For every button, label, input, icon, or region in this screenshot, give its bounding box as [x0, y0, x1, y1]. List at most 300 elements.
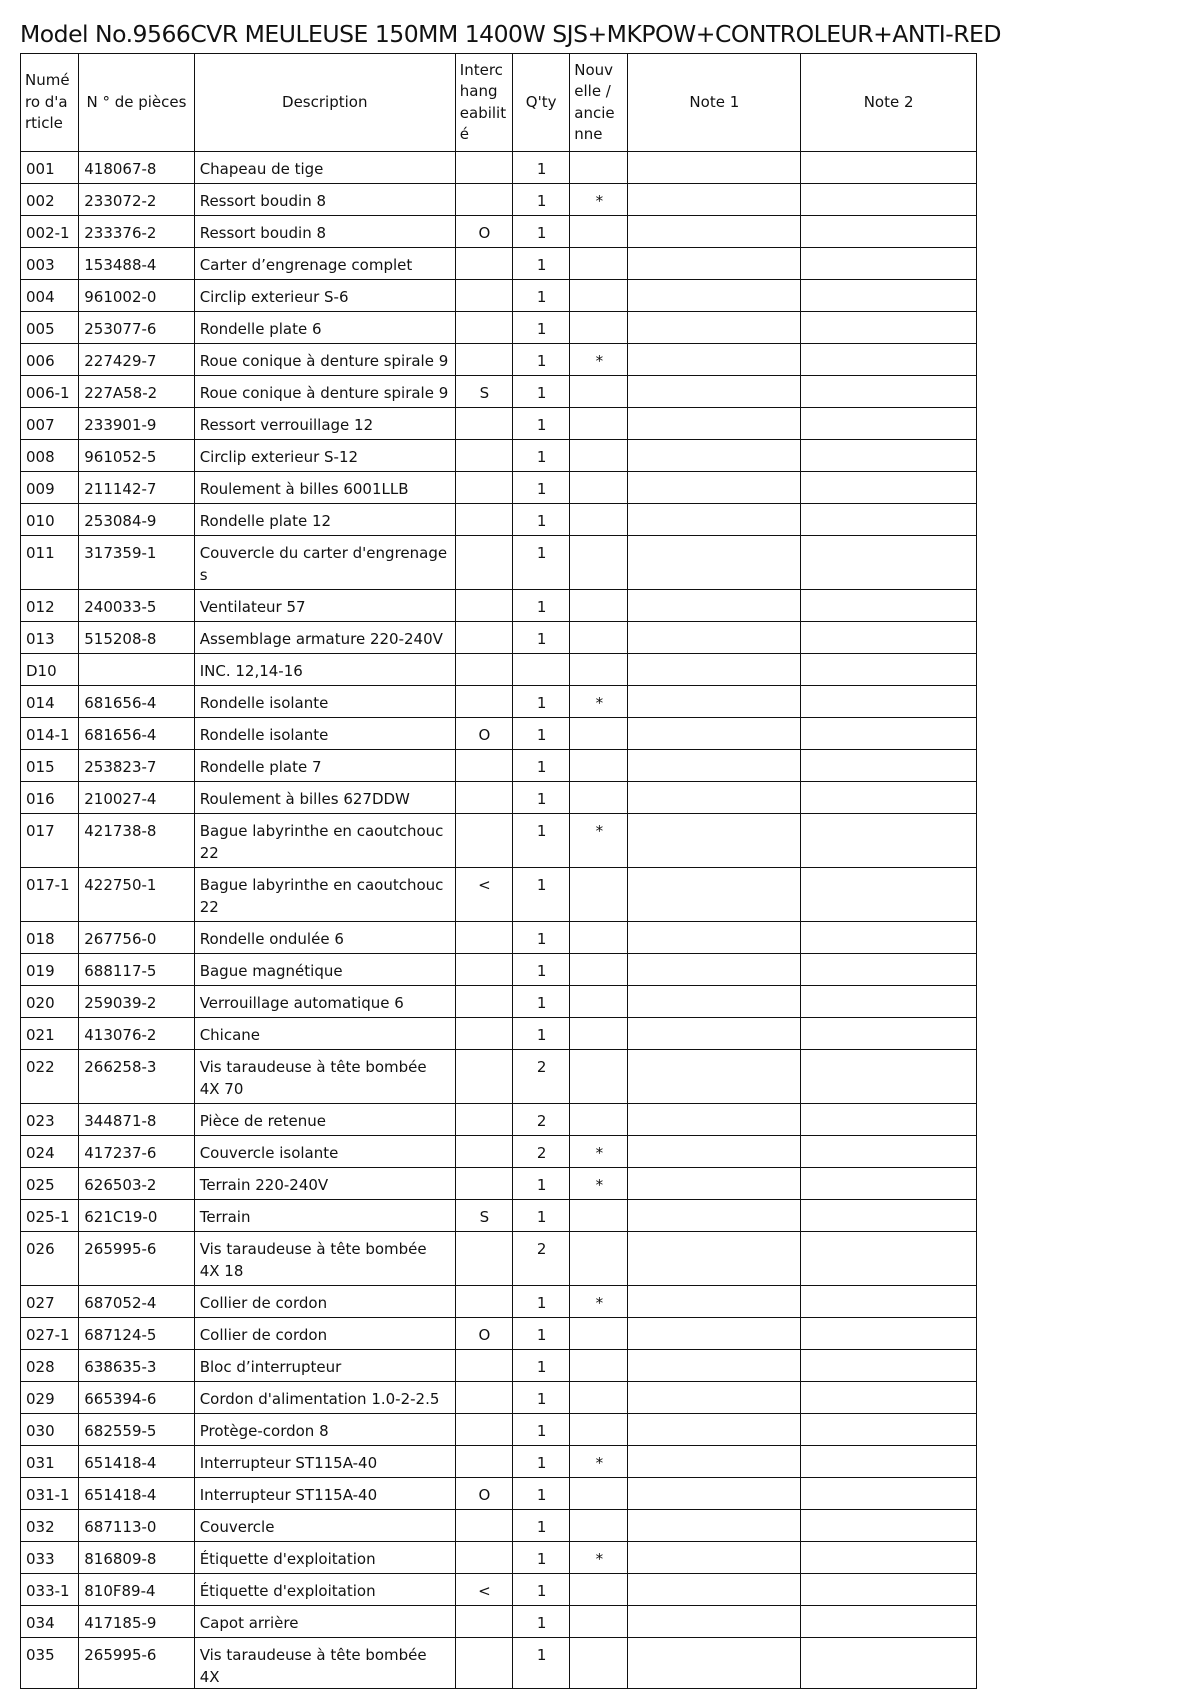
cell-item-number: 014: [21, 686, 79, 718]
cell-note-2: [801, 718, 977, 750]
cell-part-number: 417237-6: [79, 1136, 194, 1168]
cell-description: Rondelle plate 12: [194, 504, 455, 536]
cell-interchangeability: [455, 750, 512, 782]
cell-quantity: 1: [513, 622, 570, 654]
cell-interchangeability: [455, 1382, 512, 1414]
parts-table: [20, 53, 977, 1689]
cell-note-2: [801, 686, 977, 718]
cell-description: Collier de cordon: [194, 1286, 455, 1318]
cell-part-number: 810F89-4: [79, 1574, 194, 1606]
cell-quantity: 1: [513, 504, 570, 536]
cell-new-old: [570, 152, 628, 184]
cell-item-number: 005: [21, 312, 79, 344]
cell-description: Roulement à billes 627DDW: [194, 782, 455, 814]
cell-interchangeability: O: [455, 1318, 512, 1350]
cell-item-number: 025: [21, 1168, 79, 1200]
cell-note-2: [801, 408, 977, 440]
cell-note-1: [628, 440, 801, 472]
cell-description: Verrouillage automatique 6: [194, 986, 455, 1018]
table-row: [21, 1200, 977, 1232]
cell-note-2: [801, 868, 977, 922]
cell-quantity: 1: [513, 1382, 570, 1414]
cell-new-old: [570, 1574, 628, 1606]
cell-item-number: 019: [21, 954, 79, 986]
cell-quantity: 1: [513, 184, 570, 216]
cell-note-2: [801, 1542, 977, 1574]
cell-note-2: [801, 814, 977, 868]
cell-interchangeability: <: [455, 1574, 512, 1606]
cell-quantity: 1: [513, 868, 570, 922]
table-row: [21, 1286, 977, 1318]
cell-note-1: [628, 1606, 801, 1638]
cell-note-2: [801, 184, 977, 216]
cell-quantity: 1: [513, 1510, 570, 1542]
cell-quantity: 1: [513, 248, 570, 280]
table-row: [21, 1542, 977, 1574]
cell-quantity: 1: [513, 590, 570, 622]
cell-interchangeability: [455, 1050, 512, 1104]
cell-note-1: [628, 344, 801, 376]
cell-note-1: [628, 1638, 801, 1689]
table-row: [21, 440, 977, 472]
table-row: [21, 686, 977, 718]
cell-note-2: [801, 1200, 977, 1232]
cell-note-1: [628, 1168, 801, 1200]
cell-new-old: *: [570, 814, 628, 868]
table-row: [21, 622, 977, 654]
cell-note-2: [801, 986, 977, 1018]
cell-new-old: [570, 1382, 628, 1414]
cell-interchangeability: [455, 1446, 512, 1478]
cell-quantity: 1: [513, 1446, 570, 1478]
cell-item-number: 014-1: [21, 718, 79, 750]
cell-description: Roue conique à denture spirale 9: [194, 376, 455, 408]
cell-interchangeability: [455, 922, 512, 954]
table-header-row: [21, 54, 977, 152]
cell-item-number: 020: [21, 986, 79, 1018]
cell-part-number: 266258-3: [79, 1050, 194, 1104]
cell-part-number: 267756-0: [79, 922, 194, 954]
cell-note-2: [801, 1018, 977, 1050]
header-item-number: Numé ro d'a rticle: [21, 54, 79, 152]
cell-note-1: [628, 408, 801, 440]
table-row: [21, 1574, 977, 1606]
cell-interchangeability: [455, 312, 512, 344]
cell-quantity: 1: [513, 1318, 570, 1350]
cell-new-old: [570, 472, 628, 504]
cell-quantity: 1: [513, 536, 570, 590]
cell-interchangeability: [455, 1638, 512, 1689]
cell-note-2: [801, 1232, 977, 1286]
table-row: [21, 654, 977, 686]
table-row: [21, 1638, 977, 1689]
cell-note-2: [801, 312, 977, 344]
cell-interchangeability: [455, 1542, 512, 1574]
cell-item-number: 017-1: [21, 868, 79, 922]
cell-part-number: 665394-6: [79, 1382, 194, 1414]
cell-item-number: 010: [21, 504, 79, 536]
cell-interchangeability: [455, 782, 512, 814]
cell-item-number: 016: [21, 782, 79, 814]
header-description: Description: [194, 54, 455, 152]
cell-description: Roue conique à denture spirale 9: [194, 344, 455, 376]
cell-description: Pièce de retenue: [194, 1104, 455, 1136]
cell-interchangeability: [455, 184, 512, 216]
cell-new-old: [570, 1510, 628, 1542]
cell-item-number: 027: [21, 1286, 79, 1318]
cell-part-number: 210027-4: [79, 782, 194, 814]
cell-quantity: 1: [513, 1200, 570, 1232]
cell-quantity: 1: [513, 216, 570, 248]
cell-description: INC. 12,14-16: [194, 654, 455, 686]
cell-item-number: 026: [21, 1232, 79, 1286]
cell-item-number: 017: [21, 814, 79, 868]
cell-note-1: [628, 922, 801, 954]
cell-interchangeability: [455, 280, 512, 312]
cell-note-2: [801, 1510, 977, 1542]
cell-description: Protège-cordon 8: [194, 1414, 455, 1446]
cell-interchangeability: [455, 986, 512, 1018]
cell-new-old: [570, 376, 628, 408]
cell-part-number: 638635-3: [79, 1350, 194, 1382]
cell-part-number: 961002-0: [79, 280, 194, 312]
cell-part-number: 240033-5: [79, 590, 194, 622]
cell-note-2: [801, 1414, 977, 1446]
cell-new-old: *: [570, 1136, 628, 1168]
cell-quantity: 1: [513, 1606, 570, 1638]
cell-new-old: *: [570, 1542, 628, 1574]
header-note-1: Note 1: [628, 54, 801, 152]
table-row: [21, 750, 977, 782]
cell-note-1: [628, 536, 801, 590]
cell-quantity: 1: [513, 782, 570, 814]
cell-quantity: 1: [513, 312, 570, 344]
cell-note-1: [628, 590, 801, 622]
cell-part-number: 265995-6: [79, 1232, 194, 1286]
cell-interchangeability: [455, 814, 512, 868]
cell-item-number: 021: [21, 1018, 79, 1050]
cell-quantity: 1: [513, 1286, 570, 1318]
header-quantity: Q'ty: [513, 54, 570, 152]
cell-note-1: [628, 1232, 801, 1286]
cell-item-number: 002-1: [21, 216, 79, 248]
cell-note-2: [801, 1350, 977, 1382]
cell-interchangeability: [455, 1414, 512, 1446]
cell-note-2: [801, 922, 977, 954]
cell-note-1: [628, 1542, 801, 1574]
cell-note-2: [801, 954, 977, 986]
table-row: [21, 344, 977, 376]
cell-new-old: [570, 312, 628, 344]
cell-item-number: 031: [21, 1446, 79, 1478]
table-row: [21, 1606, 977, 1638]
cell-quantity: 1: [513, 1542, 570, 1574]
cell-description: Chicane: [194, 1018, 455, 1050]
cell-new-old: [570, 1018, 628, 1050]
cell-quantity: 1: [513, 152, 570, 184]
cell-part-number: 418067-8: [79, 152, 194, 184]
cell-description: Collier de cordon: [194, 1318, 455, 1350]
cell-note-1: [628, 248, 801, 280]
table-row: [21, 590, 977, 622]
cell-description: Terrain 220-240V: [194, 1168, 455, 1200]
cell-new-old: [570, 280, 628, 312]
cell-note-2: [801, 1104, 977, 1136]
cell-description: Rondelle ondulée 6: [194, 922, 455, 954]
cell-item-number: 031-1: [21, 1478, 79, 1510]
header-note-2: Note 2: [801, 54, 977, 152]
cell-note-1: [628, 718, 801, 750]
cell-interchangeability: [455, 1168, 512, 1200]
cell-item-number: 022: [21, 1050, 79, 1104]
cell-interchangeability: [455, 1136, 512, 1168]
cell-new-old: [570, 1606, 628, 1638]
cell-quantity: 2: [513, 1050, 570, 1104]
cell-item-number: D10: [21, 654, 79, 686]
table-row: [21, 376, 977, 408]
cell-new-old: *: [570, 344, 628, 376]
parts-table-body: [21, 152, 977, 1689]
table-row: [21, 954, 977, 986]
cell-note-2: [801, 1168, 977, 1200]
cell-new-old: [570, 654, 628, 686]
cell-part-number: 253823-7: [79, 750, 194, 782]
cell-part-number: 681656-4: [79, 686, 194, 718]
cell-item-number: 009: [21, 472, 79, 504]
cell-note-1: [628, 1104, 801, 1136]
table-row: [21, 782, 977, 814]
cell-note-1: [628, 312, 801, 344]
header-part-number: N ° de pièces: [79, 54, 194, 152]
table-row: [21, 1168, 977, 1200]
cell-quantity: 1: [513, 814, 570, 868]
cell-description: Rondelle plate 7: [194, 750, 455, 782]
cell-item-number: 004: [21, 280, 79, 312]
cell-note-1: [628, 472, 801, 504]
cell-description: Circlip exterieur S-12: [194, 440, 455, 472]
cell-interchangeability: [455, 1286, 512, 1318]
cell-item-number: 025-1: [21, 1200, 79, 1232]
cell-note-2: [801, 536, 977, 590]
cell-item-number: 033: [21, 1542, 79, 1574]
cell-quantity: 1: [513, 1414, 570, 1446]
cell-part-number: 227429-7: [79, 344, 194, 376]
cell-description: Couvercle du carter d'engrenage s: [194, 536, 455, 590]
cell-new-old: [570, 954, 628, 986]
cell-note-1: [628, 750, 801, 782]
cell-description: Cordon d'alimentation 1.0-2-2.5: [194, 1382, 455, 1414]
header-interchangeability: Interc hang eabilit é: [455, 54, 512, 152]
cell-part-number: 211142-7: [79, 472, 194, 504]
cell-quantity: 1: [513, 986, 570, 1018]
cell-interchangeability: [455, 504, 512, 536]
table-row: [21, 1382, 977, 1414]
cell-part-number: 227A58-2: [79, 376, 194, 408]
cell-item-number: 002: [21, 184, 79, 216]
cell-quantity: 1: [513, 1168, 570, 1200]
cell-quantity: 1: [513, 750, 570, 782]
cell-quantity: 1: [513, 408, 570, 440]
cell-quantity: 1: [513, 1018, 570, 1050]
cell-note-1: [628, 1018, 801, 1050]
cell-note-2: [801, 1382, 977, 1414]
cell-note-1: [628, 1446, 801, 1478]
cell-description: Circlip exterieur S-6: [194, 280, 455, 312]
cell-note-1: [628, 814, 801, 868]
cell-description: Bloc d’interrupteur: [194, 1350, 455, 1382]
cell-new-old: [570, 750, 628, 782]
cell-part-number: 413076-2: [79, 1018, 194, 1050]
cell-part-number: 253077-6: [79, 312, 194, 344]
cell-note-2: [801, 750, 977, 782]
cell-quantity: 1: [513, 922, 570, 954]
cell-item-number: 028: [21, 1350, 79, 1382]
cell-note-1: [628, 1382, 801, 1414]
cell-new-old: *: [570, 1168, 628, 1200]
table-row: [21, 1414, 977, 1446]
cell-note-2: [801, 782, 977, 814]
cell-note-1: [628, 686, 801, 718]
cell-interchangeability: [455, 248, 512, 280]
cell-note-1: [628, 184, 801, 216]
cell-interchangeability: [455, 344, 512, 376]
cell-interchangeability: [455, 622, 512, 654]
cell-item-number: 035: [21, 1638, 79, 1689]
cell-item-number: 032: [21, 1510, 79, 1542]
cell-new-old: [570, 408, 628, 440]
cell-note-2: [801, 1050, 977, 1104]
cell-item-number: 003: [21, 248, 79, 280]
cell-quantity: 1: [513, 686, 570, 718]
cell-item-number: 007: [21, 408, 79, 440]
cell-part-number: 233376-2: [79, 216, 194, 248]
cell-description: Bague magnétique: [194, 954, 455, 986]
cell-note-2: [801, 152, 977, 184]
cell-interchangeability: [455, 1104, 512, 1136]
cell-new-old: *: [570, 1446, 628, 1478]
cell-interchangeability: [455, 954, 512, 986]
cell-note-2: [801, 1136, 977, 1168]
cell-note-1: [628, 280, 801, 312]
cell-description: Étiquette d'exploitation: [194, 1574, 455, 1606]
cell-part-number: 259039-2: [79, 986, 194, 1018]
cell-note-2: [801, 504, 977, 536]
cell-new-old: *: [570, 686, 628, 718]
cell-description: Vis taraudeuse à tête bombée 4X: [194, 1638, 455, 1689]
cell-note-1: [628, 1286, 801, 1318]
cell-note-1: [628, 986, 801, 1018]
cell-interchangeability: [455, 1232, 512, 1286]
cell-interchangeability: [455, 152, 512, 184]
header-new-old: Nouv elle / ancie nne: [570, 54, 628, 152]
cell-part-number: 621C19-0: [79, 1200, 194, 1232]
cell-quantity: 1: [513, 1574, 570, 1606]
cell-note-2: [801, 440, 977, 472]
cell-interchangeability: O: [455, 216, 512, 248]
cell-new-old: [570, 1050, 628, 1104]
cell-part-number: 233072-2: [79, 184, 194, 216]
cell-part-number: 233901-9: [79, 408, 194, 440]
cell-new-old: [570, 782, 628, 814]
cell-new-old: [570, 1232, 628, 1286]
table-row: [21, 280, 977, 312]
cell-note-2: [801, 472, 977, 504]
cell-quantity: 1: [513, 1350, 570, 1382]
cell-item-number: 018: [21, 922, 79, 954]
cell-part-number: 816809-8: [79, 1542, 194, 1574]
cell-description: Couvercle: [194, 1510, 455, 1542]
cell-interchangeability: [455, 654, 512, 686]
cell-part-number: 687113-0: [79, 1510, 194, 1542]
table-row: [21, 1136, 977, 1168]
cell-note-1: [628, 622, 801, 654]
cell-note-2: [801, 344, 977, 376]
cell-description: Rondelle isolante: [194, 718, 455, 750]
table-row: [21, 1318, 977, 1350]
cell-interchangeability: [455, 472, 512, 504]
cell-note-1: [628, 376, 801, 408]
cell-description: Ventilateur 57: [194, 590, 455, 622]
cell-quantity: 1: [513, 1638, 570, 1689]
cell-description: Vis taraudeuse à tête bombée 4X 18: [194, 1232, 455, 1286]
table-row: [21, 1446, 977, 1478]
table-row: [21, 408, 977, 440]
cell-part-number: 682559-5: [79, 1414, 194, 1446]
cell-part-number: 687052-4: [79, 1286, 194, 1318]
cell-note-1: [628, 868, 801, 922]
cell-quantity: 1: [513, 472, 570, 504]
cell-item-number: 024: [21, 1136, 79, 1168]
cell-description: Rondelle isolante: [194, 686, 455, 718]
cell-new-old: [570, 1318, 628, 1350]
table-row: [21, 1350, 977, 1382]
cell-description: Chapeau de tige: [194, 152, 455, 184]
cell-note-2: [801, 1318, 977, 1350]
cell-interchangeability: [455, 1510, 512, 1542]
cell-note-2: [801, 376, 977, 408]
cell-item-number: 006-1: [21, 376, 79, 408]
cell-part-number: 681656-4: [79, 718, 194, 750]
cell-interchangeability: [455, 408, 512, 440]
cell-note-1: [628, 1318, 801, 1350]
cell-note-1: [628, 654, 801, 686]
table-row: [21, 1478, 977, 1510]
cell-new-old: [570, 868, 628, 922]
cell-description: Interrupteur ST115A-40: [194, 1446, 455, 1478]
cell-new-old: [570, 922, 628, 954]
cell-part-number: 626503-2: [79, 1168, 194, 1200]
table-row: [21, 216, 977, 248]
cell-interchangeability: [455, 440, 512, 472]
cell-interchangeability: [455, 686, 512, 718]
cell-note-1: [628, 1050, 801, 1104]
cell-description: Assemblage armature 220-240V: [194, 622, 455, 654]
table-row: [21, 184, 977, 216]
cell-interchangeability: [455, 1350, 512, 1382]
cell-item-number: 012: [21, 590, 79, 622]
cell-part-number: 317359-1: [79, 536, 194, 590]
cell-note-2: [801, 1478, 977, 1510]
cell-quantity: 2: [513, 1136, 570, 1168]
cell-quantity: 1: [513, 376, 570, 408]
cell-new-old: [570, 248, 628, 280]
table-row: [21, 504, 977, 536]
cell-note-2: [801, 216, 977, 248]
cell-interchangeability: S: [455, 376, 512, 408]
table-row: [21, 248, 977, 280]
cell-note-1: [628, 1478, 801, 1510]
cell-quantity: 1: [513, 440, 570, 472]
